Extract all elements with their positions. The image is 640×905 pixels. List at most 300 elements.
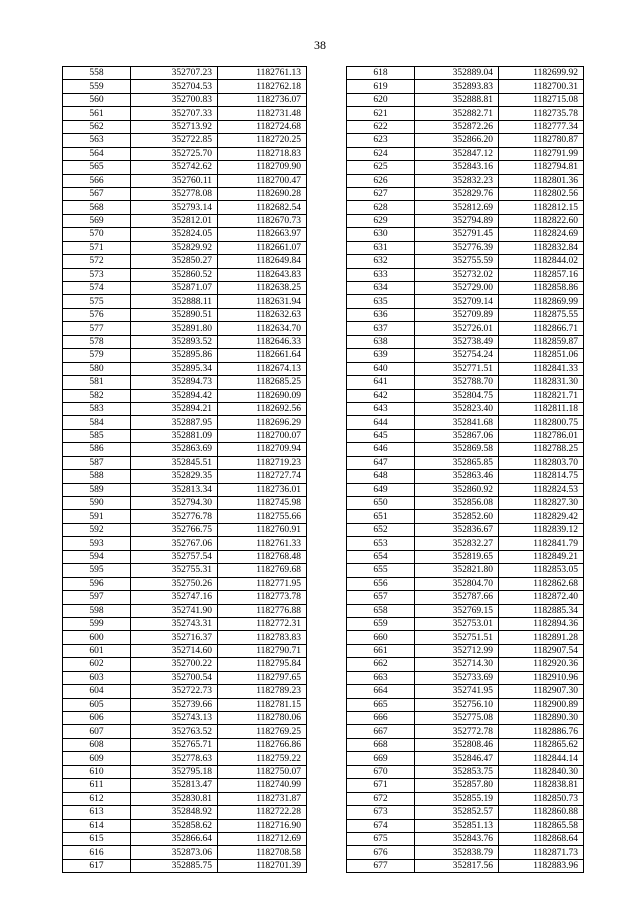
x-coordinate-cell: 352742.62 [131, 161, 218, 174]
table-row [63, 523, 307, 536]
point-number-cell: 652 [347, 523, 415, 536]
x-coordinate-cell: 352830.81 [131, 792, 218, 805]
y-coordinate-cell: 1182812.15 [499, 201, 584, 214]
table-row [63, 429, 307, 442]
page-number: 38 [314, 38, 326, 52]
y-coordinate-cell: 1182814.75 [499, 470, 584, 483]
point-number-cell: 569 [63, 214, 131, 227]
point-number-cell: 604 [63, 685, 131, 698]
x-coordinate-cell: 352838.79 [415, 846, 499, 859]
x-coordinate-cell: 352836.67 [415, 523, 499, 536]
x-coordinate-cell: 352725.70 [131, 147, 218, 160]
x-coordinate-cell: 352848.92 [131, 806, 218, 819]
point-number-cell: 616 [63, 846, 131, 859]
x-coordinate-cell: 352872.26 [415, 120, 499, 133]
table-row [63, 201, 307, 214]
y-coordinate-cell: 1182632.63 [218, 308, 307, 321]
point-number-cell: 572 [63, 255, 131, 268]
x-coordinate-cell: 352857.80 [415, 779, 499, 792]
point-number-cell: 594 [63, 550, 131, 563]
y-coordinate-cell: 1182875.55 [499, 308, 584, 321]
point-number-cell: 621 [347, 107, 415, 120]
table-row [63, 147, 307, 160]
y-coordinate-cell: 1182841.33 [499, 362, 584, 375]
y-coordinate-cell: 1182851.06 [499, 349, 584, 362]
x-coordinate-cell: 352832.27 [415, 537, 499, 550]
table-row [63, 819, 307, 832]
point-number-cell: 662 [347, 658, 415, 671]
y-coordinate-cell: 1182872.40 [499, 591, 584, 604]
point-number-cell: 622 [347, 120, 415, 133]
point-number-cell: 654 [347, 550, 415, 563]
x-coordinate-cell: 352812.69 [415, 201, 499, 214]
point-number-cell: 642 [347, 389, 415, 402]
table-row [63, 295, 307, 308]
point-number-cell: 601 [63, 644, 131, 657]
x-coordinate-cell: 352794.89 [415, 214, 499, 227]
point-number-cell: 595 [63, 564, 131, 577]
point-number-cell: 646 [347, 443, 415, 456]
point-number-cell: 573 [63, 268, 131, 281]
point-number-cell: 633 [347, 268, 415, 281]
point-number-cell: 577 [63, 322, 131, 335]
point-number-cell: 663 [347, 671, 415, 684]
table-row [347, 107, 584, 120]
point-number-cell: 575 [63, 295, 131, 308]
x-coordinate-cell: 352873.06 [131, 846, 218, 859]
x-coordinate-cell: 352755.31 [131, 564, 218, 577]
point-number-cell: 566 [63, 174, 131, 187]
y-coordinate-cell: 1182699.92 [499, 67, 584, 80]
x-coordinate-cell: 352743.31 [131, 617, 218, 630]
point-number-cell: 661 [347, 644, 415, 657]
table-row [63, 456, 307, 469]
y-coordinate-cell: 1182866.71 [499, 322, 584, 335]
y-coordinate-cell: 1182795.84 [218, 658, 307, 671]
x-coordinate-cell: 352756.10 [415, 698, 499, 711]
point-number-cell: 623 [347, 134, 415, 147]
y-coordinate-cell: 1182824.69 [499, 228, 584, 241]
table-row [63, 255, 307, 268]
y-coordinate-cell: 1182760.91 [218, 523, 307, 536]
point-number-cell: 608 [63, 738, 131, 751]
point-number-cell: 585 [63, 429, 131, 442]
y-coordinate-cell: 1182638.25 [218, 282, 307, 295]
y-coordinate-cell: 1182700.31 [499, 80, 584, 93]
point-number-cell: 565 [63, 161, 131, 174]
y-coordinate-cell: 1182783.83 [218, 631, 307, 644]
point-number-cell: 627 [347, 187, 415, 200]
x-coordinate-cell: 352769.15 [415, 604, 499, 617]
table-row [347, 335, 584, 348]
x-coordinate-cell: 352843.76 [415, 832, 499, 845]
y-coordinate-cell: 1182824.53 [499, 483, 584, 496]
point-number-cell: 612 [63, 792, 131, 805]
y-coordinate-cell: 1182731.48 [218, 107, 307, 120]
x-coordinate-cell: 352860.92 [415, 483, 499, 496]
y-coordinate-cell: 1182801.36 [499, 174, 584, 187]
point-number-cell: 592 [63, 523, 131, 536]
table-row [63, 698, 307, 711]
point-number-cell: 673 [347, 806, 415, 819]
y-coordinate-cell: 1182716.90 [218, 819, 307, 832]
x-coordinate-cell: 352843.16 [415, 161, 499, 174]
table-row [63, 846, 307, 859]
point-number-cell: 626 [347, 174, 415, 187]
point-number-cell: 656 [347, 577, 415, 590]
point-number-cell: 668 [347, 738, 415, 751]
y-coordinate-cell: 1182871.73 [499, 846, 584, 859]
x-coordinate-cell: 352743.13 [131, 712, 218, 725]
y-coordinate-cell: 1182802.56 [499, 187, 584, 200]
y-coordinate-cell: 1182844.14 [499, 752, 584, 765]
x-coordinate-cell: 352863.46 [415, 470, 499, 483]
y-coordinate-cell: 1182759.22 [218, 752, 307, 765]
y-coordinate-cell: 1182634.70 [218, 322, 307, 335]
point-number-cell: 672 [347, 792, 415, 805]
y-coordinate-cell: 1182661.07 [218, 241, 307, 254]
x-coordinate-cell: 352860.52 [131, 268, 218, 281]
x-coordinate-cell: 352829.35 [131, 470, 218, 483]
x-coordinate-cell: 352772.78 [415, 725, 499, 738]
y-coordinate-cell: 1182791.99 [499, 147, 584, 160]
y-coordinate-cell: 1182643.83 [218, 268, 307, 281]
y-coordinate-cell: 1182772.31 [218, 617, 307, 630]
y-coordinate-cell: 1182690.09 [218, 389, 307, 402]
y-coordinate-cell: 1182762.18 [218, 80, 307, 93]
point-number-cell: 641 [347, 376, 415, 389]
table-row [347, 429, 584, 442]
x-coordinate-cell: 352732.02 [415, 268, 499, 281]
y-coordinate-cell: 1182883.96 [499, 859, 584, 872]
table-row [347, 470, 584, 483]
table-row [347, 685, 584, 698]
table-row [63, 241, 307, 254]
x-coordinate-cell: 352766.75 [131, 523, 218, 536]
table-row [63, 282, 307, 295]
x-coordinate-cell: 352851.13 [415, 819, 499, 832]
table-row [63, 779, 307, 792]
table-row [347, 443, 584, 456]
y-coordinate-cell: 1182822.60 [499, 214, 584, 227]
point-number-cell: 655 [347, 564, 415, 577]
table-row [63, 510, 307, 523]
point-number-cell: 667 [347, 725, 415, 738]
table-row [347, 738, 584, 751]
x-coordinate-cell: 352751.51 [415, 631, 499, 644]
x-coordinate-cell: 352866.20 [415, 134, 499, 147]
y-coordinate-cell: 1182715.08 [499, 93, 584, 106]
y-coordinate-cell: 1182736.01 [218, 483, 307, 496]
point-number-cell: 581 [63, 376, 131, 389]
table-row [347, 658, 584, 671]
point-number-cell: 666 [347, 712, 415, 725]
y-coordinate-cell: 1182859.87 [499, 335, 584, 348]
table-row [347, 725, 584, 738]
point-number-cell: 620 [347, 93, 415, 106]
y-coordinate-cell: 1182769.25 [218, 725, 307, 738]
y-coordinate-cell: 1182821.71 [499, 389, 584, 402]
table-row [63, 685, 307, 698]
x-coordinate-cell: 352755.59 [415, 255, 499, 268]
table-row [63, 214, 307, 227]
x-coordinate-cell: 352709.89 [415, 308, 499, 321]
x-coordinate-cell: 352700.22 [131, 658, 218, 671]
point-number-cell: 561 [63, 107, 131, 120]
point-number-cell: 671 [347, 779, 415, 792]
y-coordinate-cell: 1182800.75 [499, 416, 584, 429]
x-coordinate-cell: 352795.18 [131, 765, 218, 778]
x-coordinate-cell: 352794.30 [131, 497, 218, 510]
point-number-cell: 586 [63, 443, 131, 456]
x-coordinate-cell: 352775.08 [415, 712, 499, 725]
y-coordinate-cell: 1182865.62 [499, 738, 584, 751]
table-row [347, 80, 584, 93]
table-row [347, 416, 584, 429]
x-coordinate-cell: 352714.60 [131, 644, 218, 657]
x-coordinate-cell: 352776.78 [131, 510, 218, 523]
table-row [63, 362, 307, 375]
point-number-cell: 605 [63, 698, 131, 711]
table-row [347, 644, 584, 657]
x-coordinate-cell: 352893.83 [415, 80, 499, 93]
y-coordinate-cell: 1182910.96 [499, 671, 584, 684]
point-number-cell: 629 [347, 214, 415, 227]
point-number-cell: 588 [63, 470, 131, 483]
y-coordinate-cell: 1182670.73 [218, 214, 307, 227]
x-coordinate-cell: 352793.14 [131, 201, 218, 214]
point-number-cell: 632 [347, 255, 415, 268]
point-number-cell: 578 [63, 335, 131, 348]
y-coordinate-cell: 1182692.56 [218, 402, 307, 415]
point-number-cell: 658 [347, 604, 415, 617]
table-row [347, 483, 584, 496]
y-coordinate-cell: 1182780.06 [218, 712, 307, 725]
table-row [347, 806, 584, 819]
point-number-cell: 650 [347, 497, 415, 510]
table-row [63, 483, 307, 496]
y-coordinate-cell: 1182829.42 [499, 510, 584, 523]
table-row [63, 832, 307, 845]
point-number-cell: 590 [63, 497, 131, 510]
point-number-cell: 649 [347, 483, 415, 496]
x-coordinate-cell: 352882.71 [415, 107, 499, 120]
y-coordinate-cell: 1182701.39 [218, 859, 307, 872]
y-coordinate-cell: 1182865.58 [499, 819, 584, 832]
y-coordinate-cell: 1182720.25 [218, 134, 307, 147]
point-number-cell: 648 [347, 470, 415, 483]
y-coordinate-cell: 1182740.99 [218, 779, 307, 792]
point-number-cell: 664 [347, 685, 415, 698]
x-coordinate-cell: 352757.54 [131, 550, 218, 563]
table-row [63, 564, 307, 577]
point-number-cell: 618 [347, 67, 415, 80]
point-number-cell: 630 [347, 228, 415, 241]
y-coordinate-cell: 1182719.23 [218, 456, 307, 469]
point-number-cell: 617 [63, 859, 131, 872]
table-row [347, 846, 584, 859]
x-coordinate-cell: 352858.62 [131, 819, 218, 832]
y-coordinate-cell: 1182773.78 [218, 591, 307, 604]
table-row [63, 389, 307, 402]
y-coordinate-cell: 1182891.28 [499, 631, 584, 644]
x-coordinate-cell: 352747.16 [131, 591, 218, 604]
x-coordinate-cell: 352808.46 [415, 738, 499, 751]
y-coordinate-cell: 1182850.73 [499, 792, 584, 805]
y-coordinate-cell: 1182776.88 [218, 604, 307, 617]
table-row [63, 161, 307, 174]
table-row [347, 322, 584, 335]
x-coordinate-cell: 352722.85 [131, 134, 218, 147]
table-row [347, 362, 584, 375]
y-coordinate-cell: 1182832.84 [499, 241, 584, 254]
y-coordinate-cell: 1182709.94 [218, 443, 307, 456]
table-row [63, 806, 307, 819]
x-coordinate-cell: 352894.21 [131, 402, 218, 415]
y-coordinate-cell: 1182797.65 [218, 671, 307, 684]
y-coordinate-cell: 1182853.05 [499, 564, 584, 577]
point-number-cell: 579 [63, 349, 131, 362]
table-row [63, 335, 307, 348]
y-coordinate-cell: 1182788.25 [499, 443, 584, 456]
x-coordinate-cell: 352704.53 [131, 80, 218, 93]
point-number-cell: 611 [63, 779, 131, 792]
table-row [63, 107, 307, 120]
y-coordinate-cell: 1182709.90 [218, 161, 307, 174]
point-number-cell: 677 [347, 859, 415, 872]
point-number-cell: 669 [347, 752, 415, 765]
y-coordinate-cell: 1182794.81 [499, 161, 584, 174]
y-coordinate-cell: 1182781.15 [218, 698, 307, 711]
table-row [63, 765, 307, 778]
x-coordinate-cell: 352855.19 [415, 792, 499, 805]
point-number-cell: 670 [347, 765, 415, 778]
point-number-cell: 598 [63, 604, 131, 617]
table-row [63, 577, 307, 590]
table-row [347, 523, 584, 536]
y-coordinate-cell: 1182761.13 [218, 67, 307, 80]
x-coordinate-cell: 352866.64 [131, 832, 218, 845]
y-coordinate-cell: 1182682.54 [218, 201, 307, 214]
table-row [63, 322, 307, 335]
table-row [63, 859, 307, 872]
y-coordinate-cell: 1182708.58 [218, 846, 307, 859]
y-coordinate-cell: 1182860.88 [499, 806, 584, 819]
y-coordinate-cell: 1182838.81 [499, 779, 584, 792]
y-coordinate-cell: 1182790.71 [218, 644, 307, 657]
x-coordinate-cell: 352824.05 [131, 228, 218, 241]
x-coordinate-cell: 352741.95 [415, 685, 499, 698]
point-number-cell: 665 [347, 698, 415, 711]
table-row [347, 604, 584, 617]
y-coordinate-cell: 1182696.29 [218, 416, 307, 429]
point-number-cell: 583 [63, 402, 131, 415]
y-coordinate-cell: 1182894.36 [499, 617, 584, 630]
point-number-cell: 603 [63, 671, 131, 684]
table-row [63, 268, 307, 281]
x-coordinate-cell: 352853.75 [415, 765, 499, 778]
x-coordinate-cell: 352847.12 [415, 147, 499, 160]
y-coordinate-cell: 1182766.86 [218, 738, 307, 751]
point-number-cell: 614 [63, 819, 131, 832]
point-number-cell: 660 [347, 631, 415, 644]
point-number-cell: 591 [63, 510, 131, 523]
x-coordinate-cell: 352750.26 [131, 577, 218, 590]
table-row [347, 402, 584, 415]
table-row [347, 67, 584, 80]
x-coordinate-cell: 352888.11 [131, 295, 218, 308]
table-row [63, 617, 307, 630]
point-number-cell: 576 [63, 308, 131, 321]
table-row [347, 187, 584, 200]
y-coordinate-cell: 1182690.28 [218, 187, 307, 200]
table-row [347, 792, 584, 805]
table-row [347, 550, 584, 563]
x-coordinate-cell: 352829.92 [131, 241, 218, 254]
table-row [347, 631, 584, 644]
point-number-cell: 558 [63, 67, 131, 80]
x-coordinate-cell: 352887.95 [131, 416, 218, 429]
x-coordinate-cell: 352771.51 [415, 362, 499, 375]
x-coordinate-cell: 352716.37 [131, 631, 218, 644]
table-row [347, 214, 584, 227]
y-coordinate-cell: 1182724.68 [218, 120, 307, 133]
point-number-cell: 559 [63, 80, 131, 93]
y-coordinate-cell: 1182890.30 [499, 712, 584, 725]
y-coordinate-cell: 1182885.34 [499, 604, 584, 617]
y-coordinate-cell: 1182769.68 [218, 564, 307, 577]
table-row [63, 497, 307, 510]
x-coordinate-cell: 352712.99 [415, 644, 499, 657]
x-coordinate-cell: 352841.68 [415, 416, 499, 429]
table-row [63, 631, 307, 644]
x-coordinate-cell: 352819.65 [415, 550, 499, 563]
y-coordinate-cell: 1182857.16 [499, 268, 584, 281]
x-coordinate-cell: 352881.09 [131, 429, 218, 442]
y-coordinate-cell: 1182700.07 [218, 429, 307, 442]
x-coordinate-cell: 352707.23 [131, 67, 218, 80]
table-row [63, 443, 307, 456]
table-row [347, 201, 584, 214]
point-number-cell: 580 [63, 362, 131, 375]
point-number-cell: 653 [347, 537, 415, 550]
table-row [347, 295, 584, 308]
table-row [63, 470, 307, 483]
x-coordinate-cell: 352821.80 [415, 564, 499, 577]
y-coordinate-cell: 1182862.68 [499, 577, 584, 590]
x-coordinate-cell: 352863.69 [131, 443, 218, 456]
point-number-cell: 610 [63, 765, 131, 778]
table-row [63, 712, 307, 725]
y-coordinate-cell: 1182736.07 [218, 93, 307, 106]
table-row [63, 80, 307, 93]
y-coordinate-cell: 1182750.07 [218, 765, 307, 778]
y-coordinate-cell: 1182718.83 [218, 147, 307, 160]
table-row [63, 550, 307, 563]
point-number-cell: 645 [347, 429, 415, 442]
table-row [347, 349, 584, 362]
y-coordinate-cell: 1182907.54 [499, 644, 584, 657]
y-coordinate-cell: 1182745.98 [218, 497, 307, 510]
table-row [347, 752, 584, 765]
point-number-cell: 574 [63, 282, 131, 295]
point-number-cell: 635 [347, 295, 415, 308]
table-row [63, 120, 307, 133]
x-coordinate-cell: 352852.57 [415, 806, 499, 819]
table-row [347, 308, 584, 321]
y-coordinate-cell: 1182920.36 [499, 658, 584, 671]
table-row [347, 617, 584, 630]
